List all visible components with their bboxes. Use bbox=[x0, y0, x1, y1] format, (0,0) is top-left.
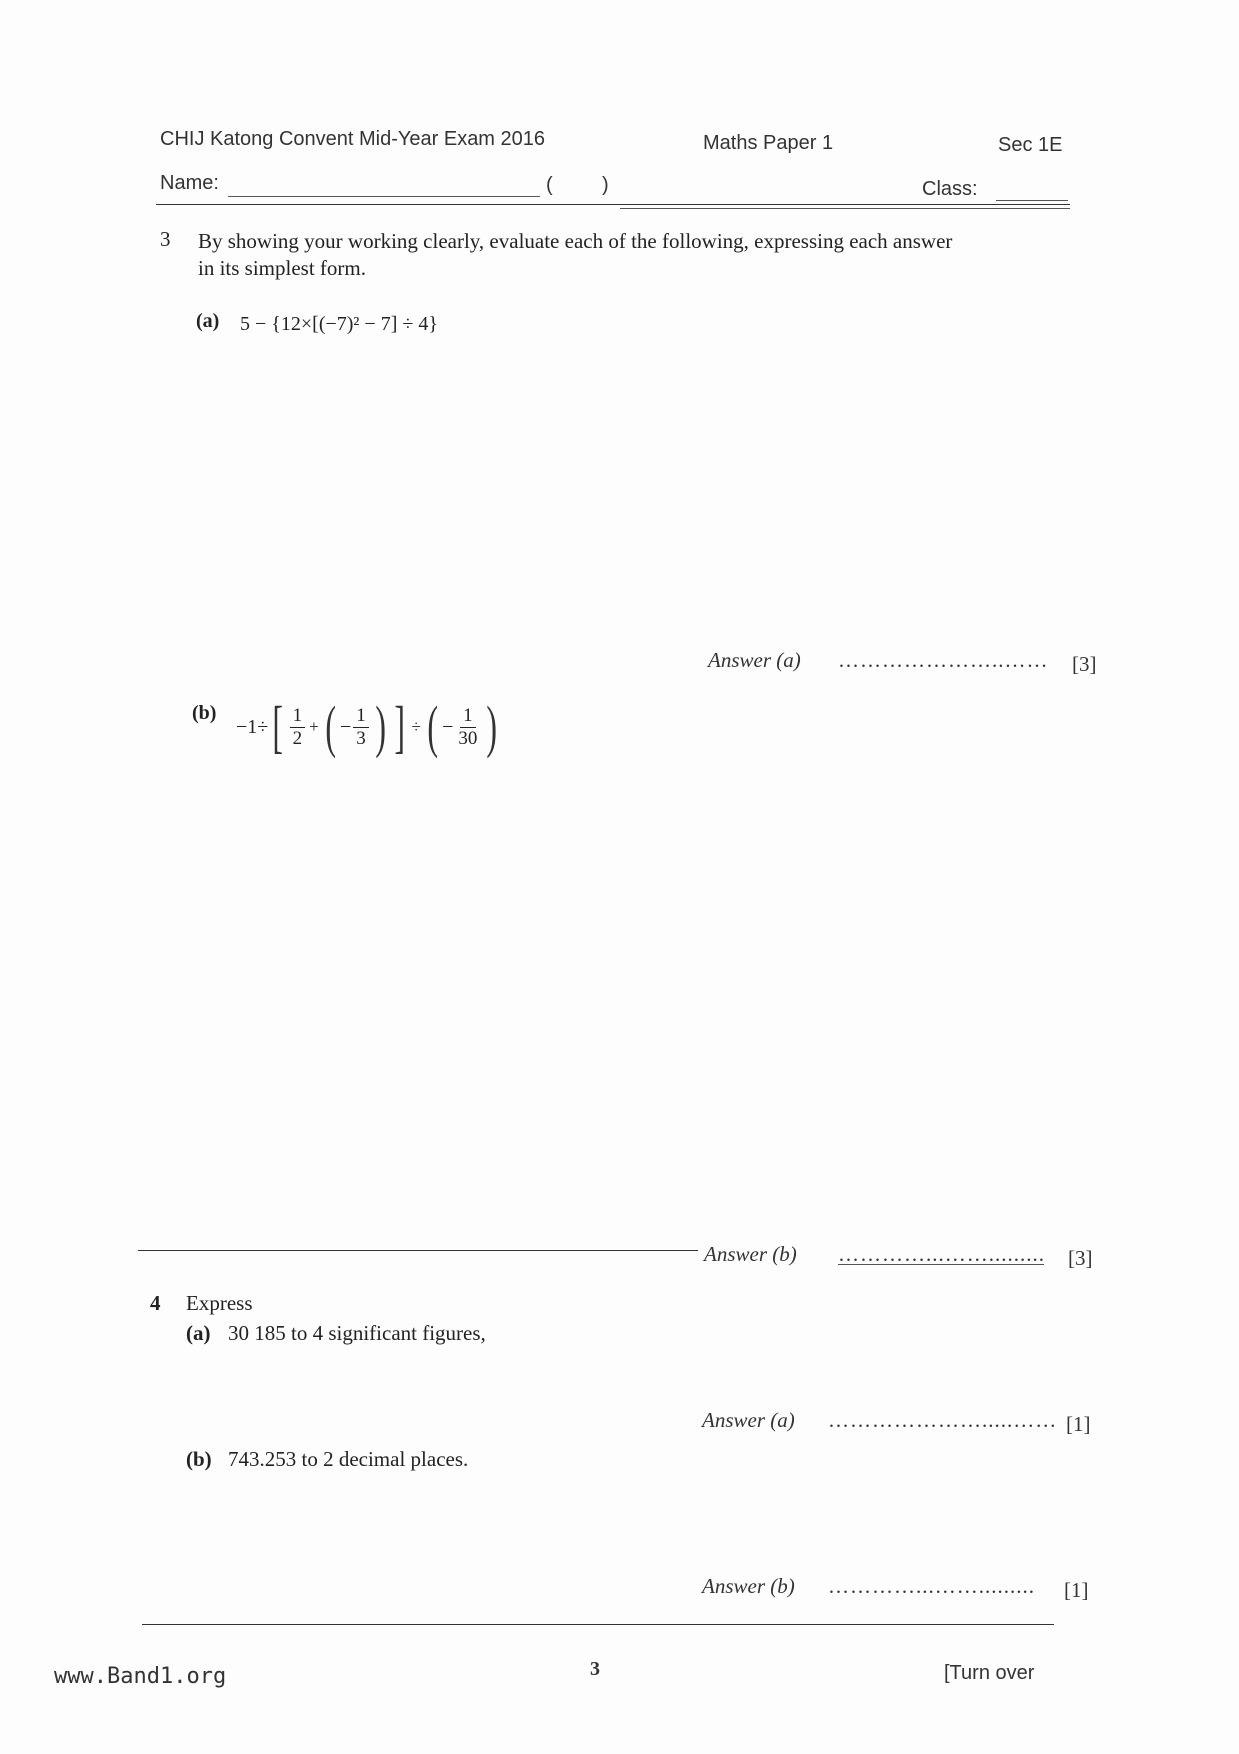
left-paren-glyph: ( bbox=[427, 694, 438, 759]
q4-intro: Express bbox=[186, 1291, 253, 1315]
q3a-answer-field[interactable]: …………………..…… bbox=[838, 648, 1049, 672]
header-rule bbox=[156, 204, 1070, 205]
header-rule-lower bbox=[620, 208, 1070, 209]
name-field-line[interactable] bbox=[228, 196, 540, 197]
name-label: Name: bbox=[160, 172, 219, 194]
right-bracket-glyph: ] bbox=[394, 694, 406, 759]
q3b-fraction-2: $\frac{1}{3}$ bbox=[353, 705, 369, 750]
q3a-expression: 5 − {12×[(−7)² − 7] ÷ 4} bbox=[240, 313, 438, 335]
q3-q4-divider-left bbox=[138, 1250, 698, 1251]
q4b-label: (b) bbox=[186, 1447, 212, 1471]
q3b-fraction-3: $\frac{1}{30}$ bbox=[458, 704, 478, 749]
index-open-paren: ( bbox=[546, 174, 553, 196]
bottom-rule bbox=[142, 1624, 1054, 1625]
class-field-line[interactable] bbox=[996, 200, 1068, 201]
class-label: Class: bbox=[922, 178, 978, 200]
q4a-label: (a) bbox=[186, 1321, 211, 1345]
q3b-fraction-1: $\frac{1}{2}$ bbox=[290, 705, 306, 750]
paper-title: Maths Paper 1 bbox=[703, 132, 834, 154]
q3-text-line2: in its simplest form. bbox=[198, 256, 366, 280]
exam-title: CHIJ Katong Convent Mid-Year Exam 2016 bbox=[160, 128, 546, 150]
q4-number: 4 bbox=[150, 1291, 161, 1315]
right-paren-glyph: ) bbox=[486, 694, 498, 759]
q3b-expression: −1÷ [ $\frac{1}{2}$ + ( − $\frac{1}{3}$ ) ] ÷ ( − $\frac{1}{30}$ ) bbox=[236, 694, 498, 759]
index-close-paren: ) bbox=[602, 174, 609, 196]
q3-number: 3 bbox=[160, 227, 171, 251]
q4b-answer-label: Answer (b) bbox=[702, 1574, 795, 1598]
q3b-answer-label: Answer (b) bbox=[704, 1242, 797, 1266]
page-number: 3 bbox=[590, 1658, 600, 1680]
q4b-marks: [1] bbox=[1064, 1578, 1089, 1602]
left-bracket-glyph: [ bbox=[272, 694, 284, 759]
q3b-marks: [3] bbox=[1068, 1246, 1093, 1270]
right-paren-glyph: ) bbox=[375, 694, 386, 759]
q3a-label: (a) bbox=[196, 310, 220, 332]
class-code: Sec 1E bbox=[998, 134, 1063, 156]
q3b-answer-field[interactable]: …………...……......... bbox=[838, 1242, 1045, 1266]
q3a-marks: [3] bbox=[1072, 652, 1097, 676]
q3a-answer-label: Answer (a) bbox=[708, 648, 801, 672]
q3b-prefix: −1÷ bbox=[236, 715, 269, 738]
q3-instructions bbox=[198, 228, 1078, 282]
q4a-marks: [1] bbox=[1066, 1412, 1091, 1436]
footer-website: www.Band1.org bbox=[54, 1664, 227, 1689]
q3b-answer-underline bbox=[838, 1264, 1044, 1265]
q4a-text: 30 185 to 4 significant figures, bbox=[228, 1321, 486, 1345]
turn-over-note: [Turn over bbox=[944, 1662, 1035, 1684]
q4b-answer-field[interactable]: …………...……......... bbox=[828, 1574, 1035, 1598]
q3-text-line1: By showing your working clearly, evaluate each of the following, expressing each answer bbox=[198, 229, 953, 253]
q4b-text: 743.253 to 2 decimal places. bbox=[228, 1447, 469, 1471]
q4a-answer-field[interactable]: ………………….....…… bbox=[828, 1408, 1058, 1432]
q4a-answer-label: Answer (a) bbox=[702, 1408, 795, 1432]
left-paren-glyph: ( bbox=[325, 694, 336, 759]
q3b-label: (b) bbox=[192, 702, 217, 724]
